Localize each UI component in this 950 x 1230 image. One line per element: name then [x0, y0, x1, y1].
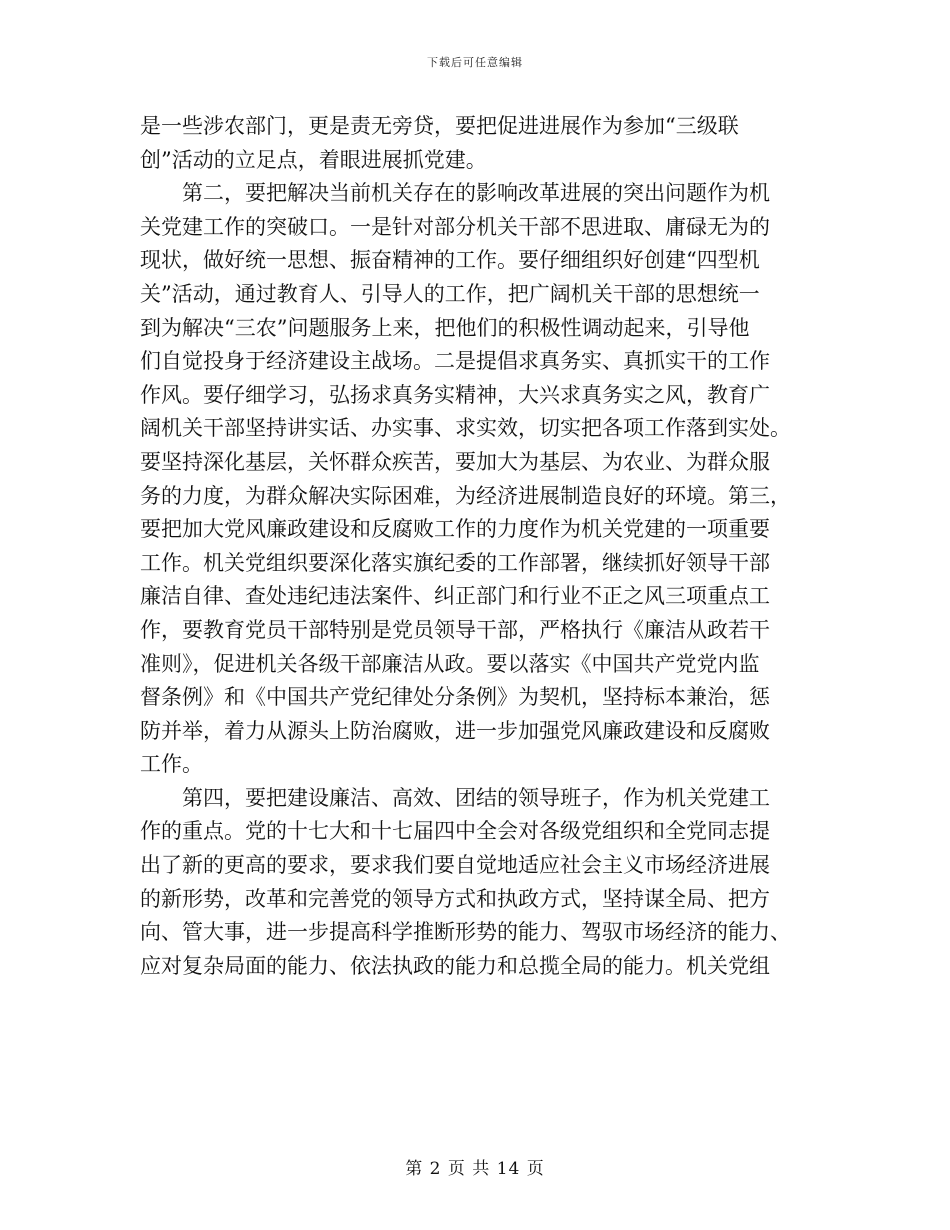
body-line: 到为解决“三农”问题服务上来，把他们的积极性调动起来，引导他 [140, 315, 750, 340]
body-line: 廉洁自律、查处违纪违法案件、纠正部门和行业不正之风三项重点工 [140, 584, 770, 609]
body-line: 防并举，着力从源头上防治腐败，进一步加强党风廉政建设和反腐败 [140, 718, 770, 743]
body-line: 工作。 [140, 752, 203, 777]
body-line: 要把加大党风廉政建设和反腐败工作的力度作为机关党建的一项重要 [140, 517, 770, 542]
body-line: 出了新的更高的要求，要求我们要自觉地适应社会主义市场经济进展 [140, 853, 770, 878]
document-body [140, 110, 820, 983]
body-line: 向、管大事，进一步提高科学推断形势的能力、驾驭市场经济的能力、 [140, 920, 791, 945]
body-line: 务的力度，为群众解决实际困难，为经济进展制造良好的环境。第三， [140, 483, 791, 508]
body-line: 作风。要仔细学习，弘扬求真务实精神，大兴求真务实之风，教育广 [140, 382, 770, 407]
body-line: 阔机关干部坚持讲实话、办实事、求实效，切实把各项工作落到实处。 [140, 416, 791, 441]
body-line: 作，要教育党员干部特别是党员领导干部，严格执行《廉洁从政若干 [140, 617, 770, 642]
body-line: 第四，要把建设廉洁、高效、团结的领导班子，作为机关党建工 [140, 785, 770, 810]
body-line: 应对复杂局面的能力、依法执政的能力和总揽全局的能力。机关党组 [140, 953, 770, 978]
body-line: 们自觉投身于经济建设主战场。二是提倡求真务实、真抓实干的工作 [140, 349, 770, 374]
page-header: 下载后可任意编辑 [427, 56, 523, 69]
body-line: 现状，做好统一思想、振奋精神的工作。要仔细组织好创建“四型机 [140, 248, 760, 273]
body-line: 创”活动的立足点，着眼进展抓党建。 [140, 147, 487, 172]
body-line: 的新形势，改革和完善党的领导方式和执政方式，坚持谋全局、把方 [140, 886, 770, 911]
body-line: 第二，要把解决当前机关存在的影响改革进展的突出问题作为机 [140, 181, 770, 206]
page-number-footer: 第 2 页 共 14 页 [405, 1159, 545, 1179]
body-line: 关”活动，通过教育人、引导人的工作，把广阔机关干部的思想统一 [140, 281, 760, 306]
body-line: 工作。机关党组织要深化落实旗纪委的工作部署，继续抓好领导干部 [140, 550, 770, 575]
body-line: 是一些涉农部门，更是责无旁贷，要把促进进展作为参加“三级联 [140, 114, 739, 138]
body-line: 督条例》和《中国共产党纪律处分条例》为契机，坚持标本兼治，惩 [140, 685, 770, 710]
body-line: 准则》，促进机关各级干部廉洁从政。要以落实《中国共产党党内监 [140, 651, 760, 676]
body-line: 作的重点。党的十七大和十七届四中全会对各级党组织和全党同志提 [140, 819, 770, 844]
body-line: 关党建工作的突破口。一是针对部分机关干部不思进取、庸碌无为的 [140, 214, 770, 239]
body-line: 要坚持深化基层，关怀群众疾苦，要加大为基层、为农业、为群众服 [140, 449, 770, 474]
